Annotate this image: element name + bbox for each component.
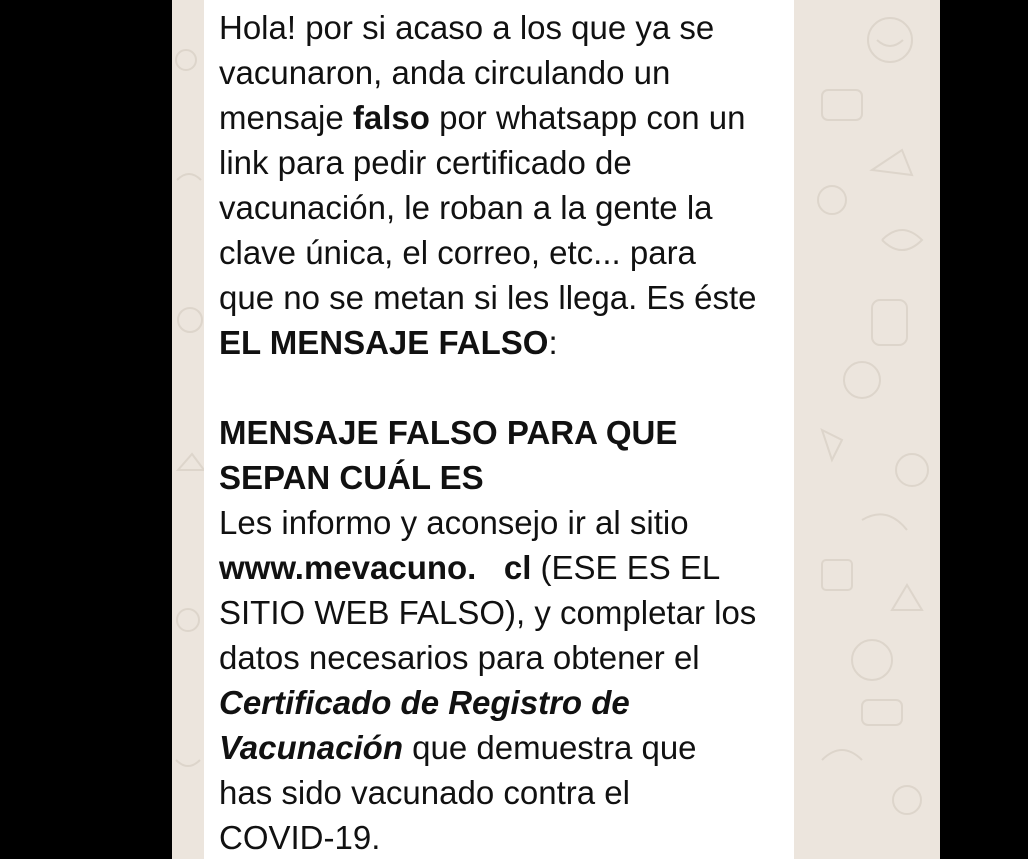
message-line-text: vacunaron, anda circulando un <box>219 54 671 91</box>
message-line <box>219 815 780 859</box>
bold-italic-certificate-title: Certificado de Registro de <box>219 684 630 721</box>
message-line <box>219 230 780 275</box>
message-line <box>219 500 780 545</box>
message-line-text: datos necesarios para obtener el <box>219 639 700 676</box>
message-line-text: SITIO WEB FALSO), y completar los <box>219 594 757 631</box>
message-line-text: : <box>548 324 558 361</box>
message-line-text: Hola! por si acaso a los que ya se <box>219 9 715 46</box>
message-bubble[interactable] <box>204 0 794 859</box>
bold-italic-certificate-title: Vacunación <box>219 729 403 766</box>
bold-heading: MENSAJE FALSO PARA QUE <box>219 414 678 451</box>
message-line <box>219 635 780 680</box>
message-line-text: COVID-19. <box>219 819 381 856</box>
message-line-text: que no se metan si les llega. Es éste <box>219 279 757 316</box>
message-line <box>219 275 780 320</box>
message-line <box>219 320 780 365</box>
message-line-text: link para pedir certificado de <box>219 144 632 181</box>
message-line-text: que demuestra que <box>403 729 697 766</box>
bold-fake-url: www.mevacuno. cl <box>219 549 532 586</box>
message-line <box>219 770 780 815</box>
message-line <box>219 185 780 230</box>
blank-line <box>219 365 780 410</box>
message-line <box>219 725 780 770</box>
message-line-text: por whatsapp con un <box>429 99 746 136</box>
message-line <box>219 95 780 140</box>
message-line <box>219 680 780 725</box>
message-line-text: vacunación, le roban a la gente la <box>219 189 713 226</box>
bold-heading-el-mensaje-falso: EL MENSAJE FALSO <box>219 324 549 361</box>
message-line-text: (ESE ES EL <box>531 549 721 586</box>
message-line <box>219 50 780 95</box>
message-line-text: has sido vacunado contra el <box>219 774 630 811</box>
message-line <box>219 5 780 50</box>
message-text <box>219 0 780 859</box>
message-heading-line <box>219 410 780 455</box>
message-line-text: clave única, el correo, etc... para <box>219 234 696 271</box>
message-line <box>219 545 780 590</box>
message-heading-line <box>219 455 780 500</box>
message-line-text: mensaje <box>219 99 353 136</box>
bold-word-falso: falso <box>352 99 430 136</box>
message-line-text: Les informo y aconsejo ir al sitio <box>219 504 689 541</box>
message-line <box>219 590 780 635</box>
bold-heading: SEPAN CUÁL ES <box>219 459 484 496</box>
message-line <box>219 140 780 185</box>
